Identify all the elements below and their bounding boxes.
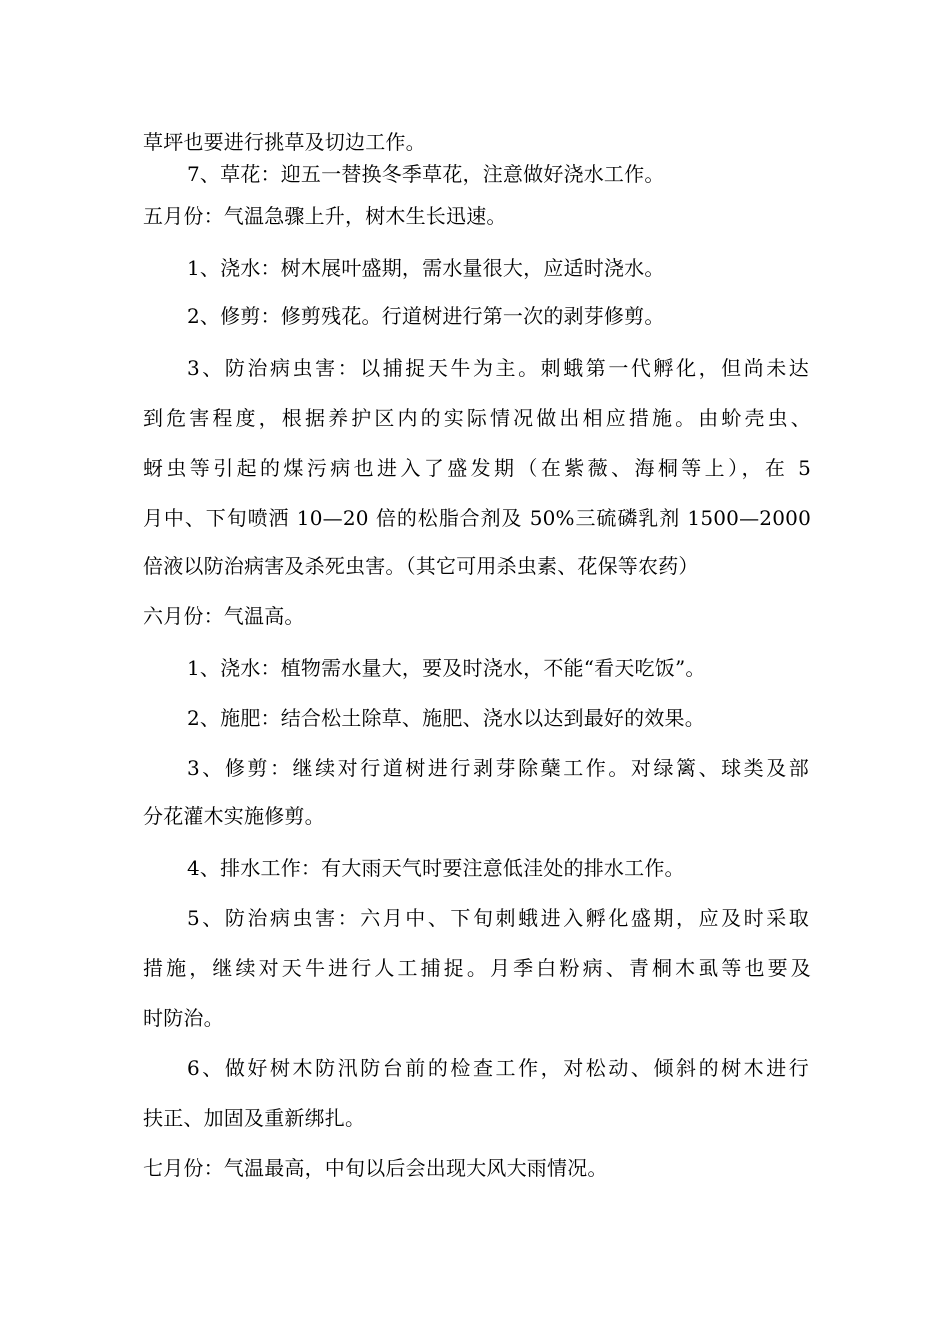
text-line: 7、草花：迎五一替换冬季草花，注意做好浇水工作。 <box>187 162 665 186</box>
text-line: 时防治。 <box>143 1006 224 1030</box>
section-heading-may: 五月份：气温急骤上升，树木生长迅速。 <box>143 204 507 228</box>
text-line: 分花灌木实施修剪。 <box>143 804 325 828</box>
text-line: 3、防治病虫害：以捕捉天牛为主。刺蛾第一代孵化，但尚未达 <box>187 356 809 380</box>
text-line: 蚜虫等引起的煤污病也进入了盛发期（在紫薇、海桐等上），在 5 <box>143 456 811 480</box>
text-line: 措施，继续对天牛进行人工捕捉。月季白粉病、青桐木虱等也要及 <box>143 956 811 980</box>
text-line: 6、做好树木防汛防台前的检查工作，对松动、倾斜的树木进行 <box>187 1056 809 1080</box>
text-line: 到危害程度，根据养护区内的实际情况做出相应措施。由蚧壳虫、 <box>143 406 811 430</box>
section-heading-july: 七月份：气温最高，中旬以后会出现大风大雨情况。 <box>143 1156 608 1180</box>
text-line: 4、排水工作：有大雨天气时要注意低洼处的排水工作。 <box>187 856 685 880</box>
text-line: 2、修剪：修剪残花。行道树进行第一次的剥芽修剪。 <box>187 304 665 328</box>
text-line: 1、浇水：植物需水量大，要及时浇水，不能“看天吃饭”。 <box>187 656 706 680</box>
text-line: 草坪也要进行挑草及切边工作。 <box>143 130 426 154</box>
text-line: 倍液以防治病害及杀死虫害。（其它可用杀虫素、花保等农药） <box>143 554 699 578</box>
section-heading-june: 六月份：气温高。 <box>143 604 305 628</box>
text-line: 月中、下旬喷洒 10—20 倍的松脂合剂及 50%三硫磷乳剂 1500—2000 <box>143 506 811 530</box>
text-line: 5、防治病虫害：六月中、下旬刺蛾进入孵化盛期，应及时采取 <box>187 906 809 930</box>
text-line: 3、修剪：继续对行道树进行剥芽除蘖工作。对绿篱、球类及部 <box>187 756 809 780</box>
text-line: 2、施肥：结合松土除草、施肥、浇水以达到最好的效果。 <box>187 706 705 730</box>
text-line: 扶正、加固及重新绑扎。 <box>143 1106 366 1130</box>
text-line: 1、浇水：树木展叶盛期，需水量很大，应适时浇水。 <box>187 256 665 280</box>
